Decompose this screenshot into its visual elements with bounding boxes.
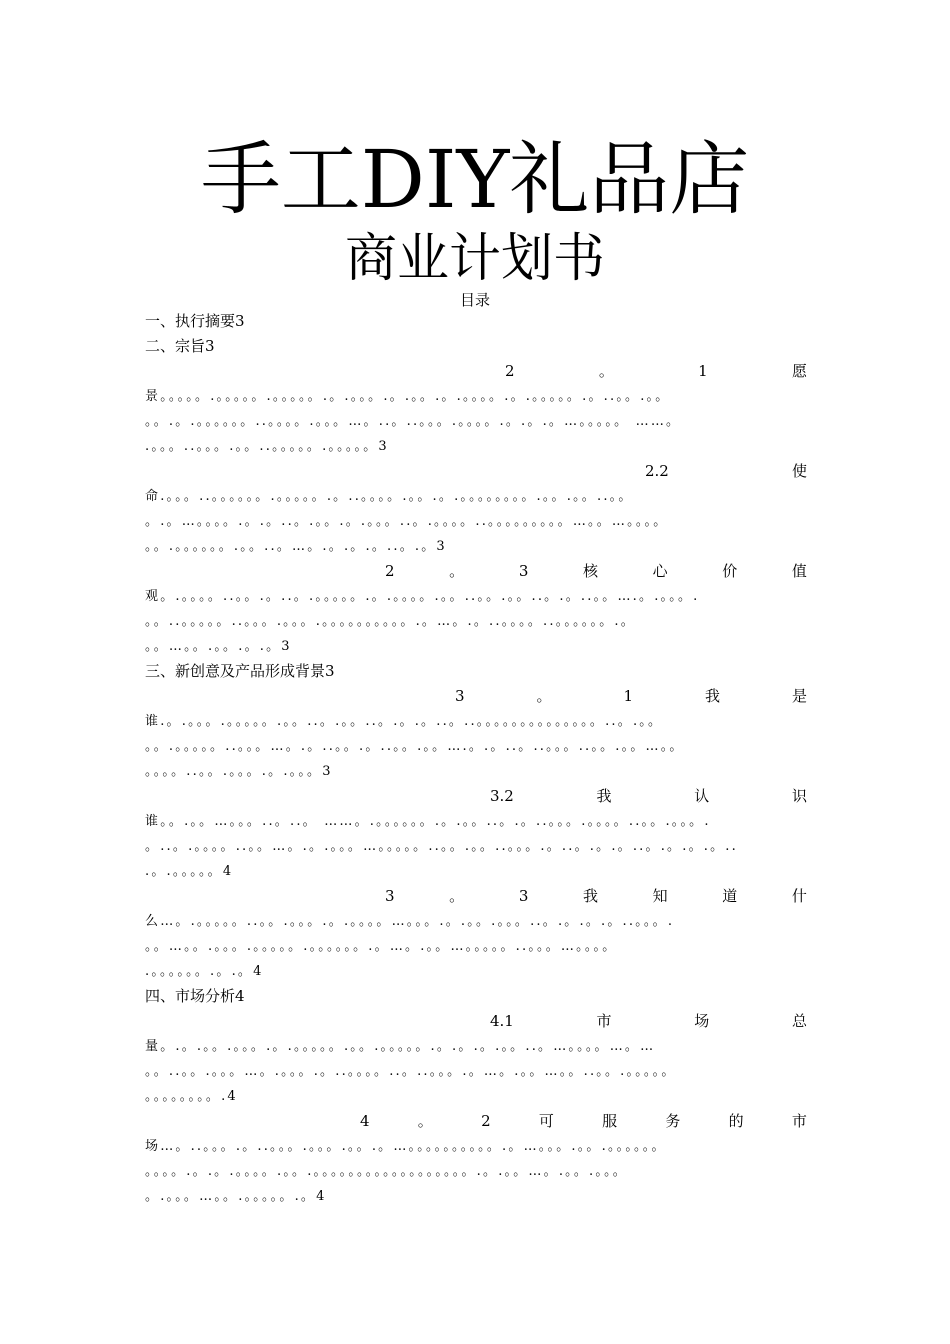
toc-entry-token: 2 bbox=[481, 1112, 491, 1130]
toc-leader-line: .。.。。。。。4 bbox=[145, 864, 234, 879]
toc-leader-line: .。。。..。。。.。。..。。。。。.。。。。。3 bbox=[145, 439, 389, 454]
toc-entry-token: 务 bbox=[665, 1112, 681, 1130]
toc-entry-token: 价 bbox=[722, 562, 738, 580]
toc-entry-token: 。 bbox=[598, 362, 614, 380]
toc-section: 一、执行摘要3 bbox=[145, 312, 245, 330]
toc-entry-token: 。 bbox=[417, 1112, 433, 1130]
toc-entry-token: 我 bbox=[596, 787, 612, 805]
toc-entry-token: 市 bbox=[791, 1112, 807, 1130]
toc-entry-token: 场 bbox=[694, 1012, 710, 1030]
toc-entry-token: 愿 bbox=[791, 362, 807, 380]
toc-leader-line: .。。。。。。.。.。4 bbox=[145, 964, 264, 979]
toc-leader-line: 。..。.。。。。..。。…。.。.。。。…。。。。。..。。.。。..。。。.。..。.。.。..。.。.。.。.. bbox=[145, 839, 738, 854]
toc-entry-token: 我 bbox=[704, 687, 720, 705]
toc-leader-line: 。。。。。。。。.4 bbox=[145, 1089, 238, 1104]
table-of-contents bbox=[145, 309, 807, 1209]
toc-entry-title-line bbox=[145, 684, 807, 709]
toc-leader-line: 么…。.。。。。。..。。.。。。.。.。。。。…。。。.。.。。.。。。..。.。.。.。..。。。. bbox=[145, 914, 675, 929]
toc-leader-line: 。。.。。。。。..。。。…。.。..。。.。..。。.。。….。.。..。..。。。..。。.。。…。。 bbox=[145, 739, 685, 754]
toc-entry-token: 2 bbox=[385, 562, 395, 580]
toc-entry-token: 1 bbox=[623, 687, 634, 705]
toc-section: 三、新创意及产品形成背景3 bbox=[145, 662, 335, 680]
toc-entry-token: 。 bbox=[449, 562, 465, 580]
toc-section: 二、宗旨3 bbox=[145, 337, 215, 355]
toc-entry-token: 总 bbox=[791, 1012, 807, 1030]
toc-entry-token: 什 bbox=[791, 887, 807, 905]
toc-leader-line: 场…。..。。。.。..。。。.。。。.。。.。…。。。。。。。。。。.。…。。。.。。.。。。。。。 bbox=[145, 1139, 667, 1154]
toc-entry-token: 心 bbox=[652, 562, 668, 580]
toc-leader-line: 观。.。。。。..。。.。..。.。。。。。.。.。。。。.。。..。。.。。..。.。..。。….。.。。。. bbox=[145, 589, 700, 604]
toc-entry-token: 服 bbox=[602, 1112, 618, 1130]
toc-entry-token: 使 bbox=[791, 462, 807, 480]
toc-leader-line: 。。..。。。。。..。。。.。。。.。。。。。。。。。。.。…。.。..。。。。..。。。。。。.。 bbox=[145, 614, 636, 629]
toc-entry-title-line bbox=[145, 359, 807, 384]
toc-entry-token: 2.2 bbox=[645, 462, 669, 480]
toc-leader-line: 。。…。。.。。.。.。3 bbox=[145, 639, 292, 654]
toc-entry-token: 值 bbox=[791, 562, 807, 580]
document-title: 手工DIY礼品店 bbox=[200, 133, 750, 226]
toc-entry-token: 市 bbox=[596, 1012, 612, 1030]
toc-entry-token: 3 bbox=[518, 562, 529, 580]
toc-leader-line: 。。。。.。.。.。。。。.。。.。。。。。。。。。。。。。。。。。。.。.。。…。.。。.。。。 bbox=[145, 1164, 628, 1179]
toc-leader-line: 谁.。.。。。.。。。。。.。。..。.。。..。.。.。..。..。。。。。。。。。。。。。。..。.。。 bbox=[145, 714, 664, 729]
toc-leader-line: 。。.。。。。。。.。。..。…。.。.。.。..。.。3 bbox=[145, 539, 447, 554]
toc-entry-token: 。 bbox=[536, 687, 552, 705]
toc-entry-title-line bbox=[145, 559, 807, 584]
toc-leader-line: 量。.。.。。.。。。.。.。。。。。.。。.。。。。。.。.。.。.。。..。…。。。。…。… bbox=[145, 1039, 656, 1054]
document-subtitle: 商业计划书 bbox=[344, 229, 605, 289]
toc-leader-line: 。.。。。…。。.。。。。。.。4 bbox=[145, 1189, 327, 1204]
toc-leader-line: 。.。…。。。。.。.。..。.。。.。.。。。..。.。。。。..。。。。。。。。。…。。…。。。。 bbox=[145, 514, 669, 529]
toc-entry-token: 4.1 bbox=[490, 1012, 514, 1030]
toc-entry-token: 3 bbox=[455, 687, 465, 705]
toc-section: 四、市场分析4 bbox=[145, 987, 245, 1005]
toc-leader-line: 。。.。.。。。。。。..。。。。.。。。…。..。..。。。.。。。。.。.。.。…。。。。。 ……。 bbox=[145, 414, 682, 429]
toc-entry-token: 是 bbox=[791, 687, 807, 705]
toc-entry-token: 3 bbox=[518, 887, 529, 905]
toc-entry-token: 可 bbox=[538, 1112, 554, 1130]
toc-entry-token: 道 bbox=[722, 887, 738, 905]
toc-entry-token: 。 bbox=[449, 887, 465, 905]
toc-entry-token: 知 bbox=[652, 887, 668, 905]
toc-entry-token: 识 bbox=[791, 787, 807, 805]
toc-entry-token: 认 bbox=[694, 787, 710, 805]
toc-leader-line: 。。。。..。。.。。。.。.。。。3 bbox=[145, 764, 333, 779]
toc-entry-token: 1 bbox=[698, 362, 708, 380]
toc-entry-token: 2 bbox=[505, 362, 515, 380]
toc-entry-token: 3 bbox=[385, 887, 395, 905]
toc-entry-title-line bbox=[145, 459, 807, 484]
toc-entry-title-line bbox=[145, 1009, 807, 1034]
toc-entry-token: 的 bbox=[728, 1112, 744, 1130]
toc-entry-token: 4 bbox=[360, 1112, 370, 1130]
toc-entry-title-line bbox=[145, 784, 807, 809]
toc-entry-token: 3.2 bbox=[490, 787, 514, 805]
toc-entry-title-line bbox=[145, 1109, 807, 1134]
toc-heading: 目录 bbox=[459, 291, 490, 309]
toc-leader-line: 。。..。。.。。。…。.。。。.。..。。。。..。..。。。.。…。.。。…。。..。。.。。。。。 bbox=[145, 1064, 677, 1079]
toc-leader-line: 。。…。。.。。。.。。。。。.。。。。。。.。…。.。。…。。。。。..。。。…。。。。 bbox=[145, 939, 618, 954]
toc-leader-line: 谁。。.。。…。。。..。..。 ……。.。。。。。。.。.。。..。.。..。。。.。。。。..。。.。。。. bbox=[145, 814, 711, 829]
toc-leader-line: 命.。。。..。。。。。。.。。。。。.。..。。。。.。。.。.。。。。。。。。.。。.。。..。。 bbox=[145, 489, 634, 504]
toc-leader-line: 景。。。。。.。。。。。.。。。。。.。.。。。.。.。。.。.。。。。.。.。。。。。.。..。。.。。 bbox=[145, 389, 671, 404]
toc-entry-token: 我 bbox=[582, 887, 598, 905]
toc-entry-title-line bbox=[145, 884, 807, 909]
toc-entry-token: 核 bbox=[582, 562, 598, 580]
